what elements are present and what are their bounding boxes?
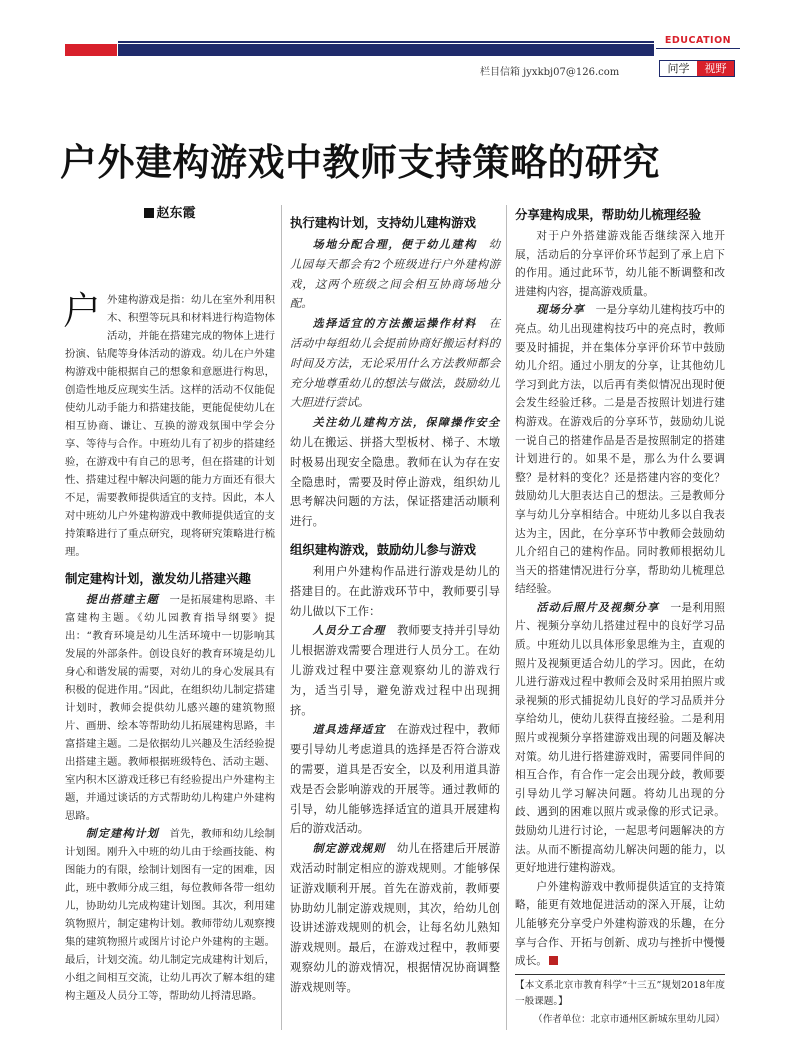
paragraph-continues: 首先，教师和幼儿绘制计划图。刚升入中班的幼儿由于绘画技能、构图能力的有限，绘制计划图有一定的困难，因此，班中教师分成三组，每位教师各带一组幼儿，协助幼儿完成构建计划图。其次，利用建筑物照片，制定建构计划。教师带幼儿观察搜集的建筑物照片或图片讨论户外建构的主题。最后，计划交流。幼儿制定完成建构计划后，小组之间相互交流，让幼儿再次了解本组的建构主题及人员分工等，帮助幼儿捋清思路。 [65,828,276,1002]
keyword: 制定游戏规则 [312,842,386,856]
section-heading: 执行建构计划，支持幼儿建构游戏 [290,215,476,230]
article-title: 户外建构游戏中教师支持策略的研究 [60,141,660,184]
keyword: 选择适宜的方法搬运操作材料 [312,317,477,331]
keyword: 提出搭建主题 [85,593,159,606]
end-mark-icon [549,956,558,965]
education-label: EDUCATION [664,35,732,46]
text-column-2 [290,205,500,997]
paragraph: 现场分享 一是分享幼儿建构技巧中的亮点。幼儿出现建构技巧中的亮点时，教师要及时捕捉，并在集体分享评价环节中鼓励幼儿介绍。通过小朋友的分享，让其他幼儿学习到此方法，以后再有类似情况出现时便会发生经验迁移。二是是否按照计划进行建构游戏。在游戏后的分享环节，鼓励幼儿说一说自己的搭建作品是否是按照制定的搭建计划进行的。如果不是，那么为什么要调整？是材料的变化？还是搭建内容的变化？鼓励幼儿大胆表达自己的想法。三是教师分享与幼儿分享相结合。中班幼儿多以自我表达为主，因此，在分享环节中教师会鼓励幼儿介绍自己的建构作品。同时教师根据幼儿当天的搭建情况进行分享，帮助幼儿梳理总结经验。 [515,303,725,596]
author-name: 赵东霞 [156,206,196,221]
section-heading: 组织建构游戏，鼓励幼儿参与游戏 [290,541,476,557]
paragraph: 制定游戏规则 幼儿在搭建后开展游戏活动时制定相应的游戏规则。才能够保证游戏顺利开展。首先在游戏前，教师要协助幼儿制定游戏规则，其次，给幼儿创设讲述游戏规则的机会，让每名幼儿熟知游戏规则。最后，在游戏过程中，教师要观察幼儿的游戏情况，根据情况协商调整游戏规则等。 [290,842,500,994]
paragraph [65,825,275,1005]
paragraph: 提出搭建主题 一是拓展建构思路、丰富建构主题。《幼儿园教育指导纲要》提出：“教育环境是幼儿生活环境中一切影响其发展的外部条件。创设良好的教育环境是幼儿身心和谐发展的需要，对幼儿的身心发展具有积极的促进作用。”因此，在组织幼儿制定搭建计划时，教师会提供幼儿感兴趣的建筑物照片、画册、绘本等帮助幼儿拓展建构思路，丰富搭建主题。二是依据幼儿兴趣及生活经验提出搭建主题。教师根据班级特色、活动主题、室内积木区游戏迁移已有经验提出户外建构主题，并通过谈话的方式帮助幼儿构建户外建构思路。 [65,593,276,822]
page-bottom-margin [0,1030,791,1040]
column-tag-a: 问学 [667,62,690,75]
paragraph: 活动后照片及视频分享 一是利用照片、视频分享幼儿搭建过程中的良好学习品质。中班幼儿以具体形象思维为主，直观的照片及视频更适合幼儿的学习。因此，在幼儿进行游戏过程中教师会及时采用拍照片或录视频的形式捕捉幼儿良好的学习品质并分享给幼儿，使幼儿获得直接经验。二是利用照片或视频分享搭建游戏出现的问题及解决对策。幼儿进行搭建游戏时，需要同伴间的相互合作，有合作一定会出现分歧，教师要引导幼儿学习解决问题。将幼儿出现的分歧、遇到的困难以照片或录像的形式记录。鼓励幼儿进行讨论，一起思考问题解决的方法。从而不断提高幼儿解决问题的能力，以更好地进行建构游戏。 [515,600,725,875]
intro-text: 外建构游戏是指：幼儿在室外利用积木、积塑等玩具和材料进行构造物体活动，并能在搭建完成的物体上进行扮演、钻爬等身体活动的游戏。幼儿在户外建构游戏中能根据自己的想象和意愿进行构思，创造性地反应现实生活。这样的活动不仅能促使幼儿动手能力和搭建技能，更能促使幼儿在相互协商、谦让、互换的游戏氛围中学会分享、等待与合作。中班幼儿有了初步的搭建经验，在游戏中有自己的思考，但在搭建的计划性、搭建过程中解决问题的能力方面还有很大不足，需要教师提供适宜的支持。因此，本人对中班幼儿户外建构游戏中教师提供适宜的支持策略进行了重点研究，现将研究策略进行梳理。 [65,294,275,558]
header-blue-bar [118,44,654,56]
keyword: 关注幼儿建构方法，保障操作安全 [312,416,500,430]
keyword: 现场分享 [536,303,585,317]
paragraph: 道具选择适宜 在游戏过程中，教师要引导幼儿考虑道具的选择是否符合游戏的需要，道具是否安全，以及利用道具游戏是否会影响游戏的开展等。通过教师的引导，幼儿能够选择适宜的道具开展建构后的游戏活动。 [290,723,500,836]
intro-paragraph [65,291,275,561]
column-mailbox[interactable]: 栏目信箱 jyxkbj07@126.com [480,67,620,78]
footnote-affiliation: （作者单位：北京市通州区新城东里幼儿园） [533,1013,725,1025]
column-tag-b: 视野 [697,61,734,76]
section-heading: 制定建构计划，激发幼儿搭建兴趣 [65,571,251,586]
paragraph [515,878,725,971]
keyword: 制定建构计划 [85,827,159,840]
keyword: 活动后照片及视频分享 [536,600,660,614]
paragraph: 关注幼儿建构方法，保障操作安全 幼儿在搬运、拼搭大型板材、梯子、木墩时极易出现安全隐患。教师在认为存在安全隐患时，需要及时停止游戏，组织幼儿思考解决问题的方法，保证搭建活动顺利进行。 [290,416,500,529]
header-thin-rule [118,41,654,43]
keyword: 场地分配合理，便于幼儿建构 [312,238,477,251]
text-column-1 [65,205,275,1005]
square-bullet-icon [144,208,154,218]
column-divider [506,205,507,1035]
footnote-rule [515,974,725,975]
section-heading: 分享建构成果，帮助幼儿梳理经验 [515,207,701,222]
paragraph: 场地分配合理，便于幼儿建构 幼儿园每天都会有2个班级进行户外建构游戏，这两个班级之间会相互协商场地分配。 [290,238,500,311]
keyword: 人员分工合理 [312,624,386,638]
keyword: 道具选择适宜 [312,723,386,737]
footnote-project: 【本文系北京市教育科学“十三五”规划2018年度一般课题。】 [515,979,725,1007]
author-byline [65,205,275,223]
paragraph: 选择适宜的方法搬运操作材料 在活动中每组幼儿会提前协商好搬运材料的时间及方法，无论采用什么方法教师都会充分地尊重幼儿的想法与做法，鼓励幼儿大胆进行尝试。 [290,317,500,410]
column-divider [281,205,282,1035]
education-rule [656,48,740,49]
header-red-bar [65,44,117,56]
paragraph: 人员分工合理 教师要支持并引导幼儿根据游戏需要合理进行人员分工。在幼儿游戏过程中要注意观察幼儿的游戏行为，适当引导，避免游戏过程中出现拥挤。 [290,624,500,717]
text-column-3 [515,205,725,1028]
closing-text: 户外建构游戏中教师提供适宜的支持策略，能更有效地促进活动的深入开展，让幼儿能够充分享受户外建构游戏的乐趣，在分享与合作、开拓与创新、成功与挫折中慢慢成长。 [515,879,725,968]
paragraph: 对于户外搭建游戏能否继续深入地开展，活动后的分享评价环节起到了承上启下的作用。通过此环节，幼儿能不断调整和改进建构内容，提高游戏质量。 [515,229,725,298]
drop-cap: 户 [63,289,102,333]
paragraph: 利用户外建构作品进行游戏是幼儿的搭建目的。在此游戏环节中，教师要引导幼儿做以下工作： [290,564,500,618]
